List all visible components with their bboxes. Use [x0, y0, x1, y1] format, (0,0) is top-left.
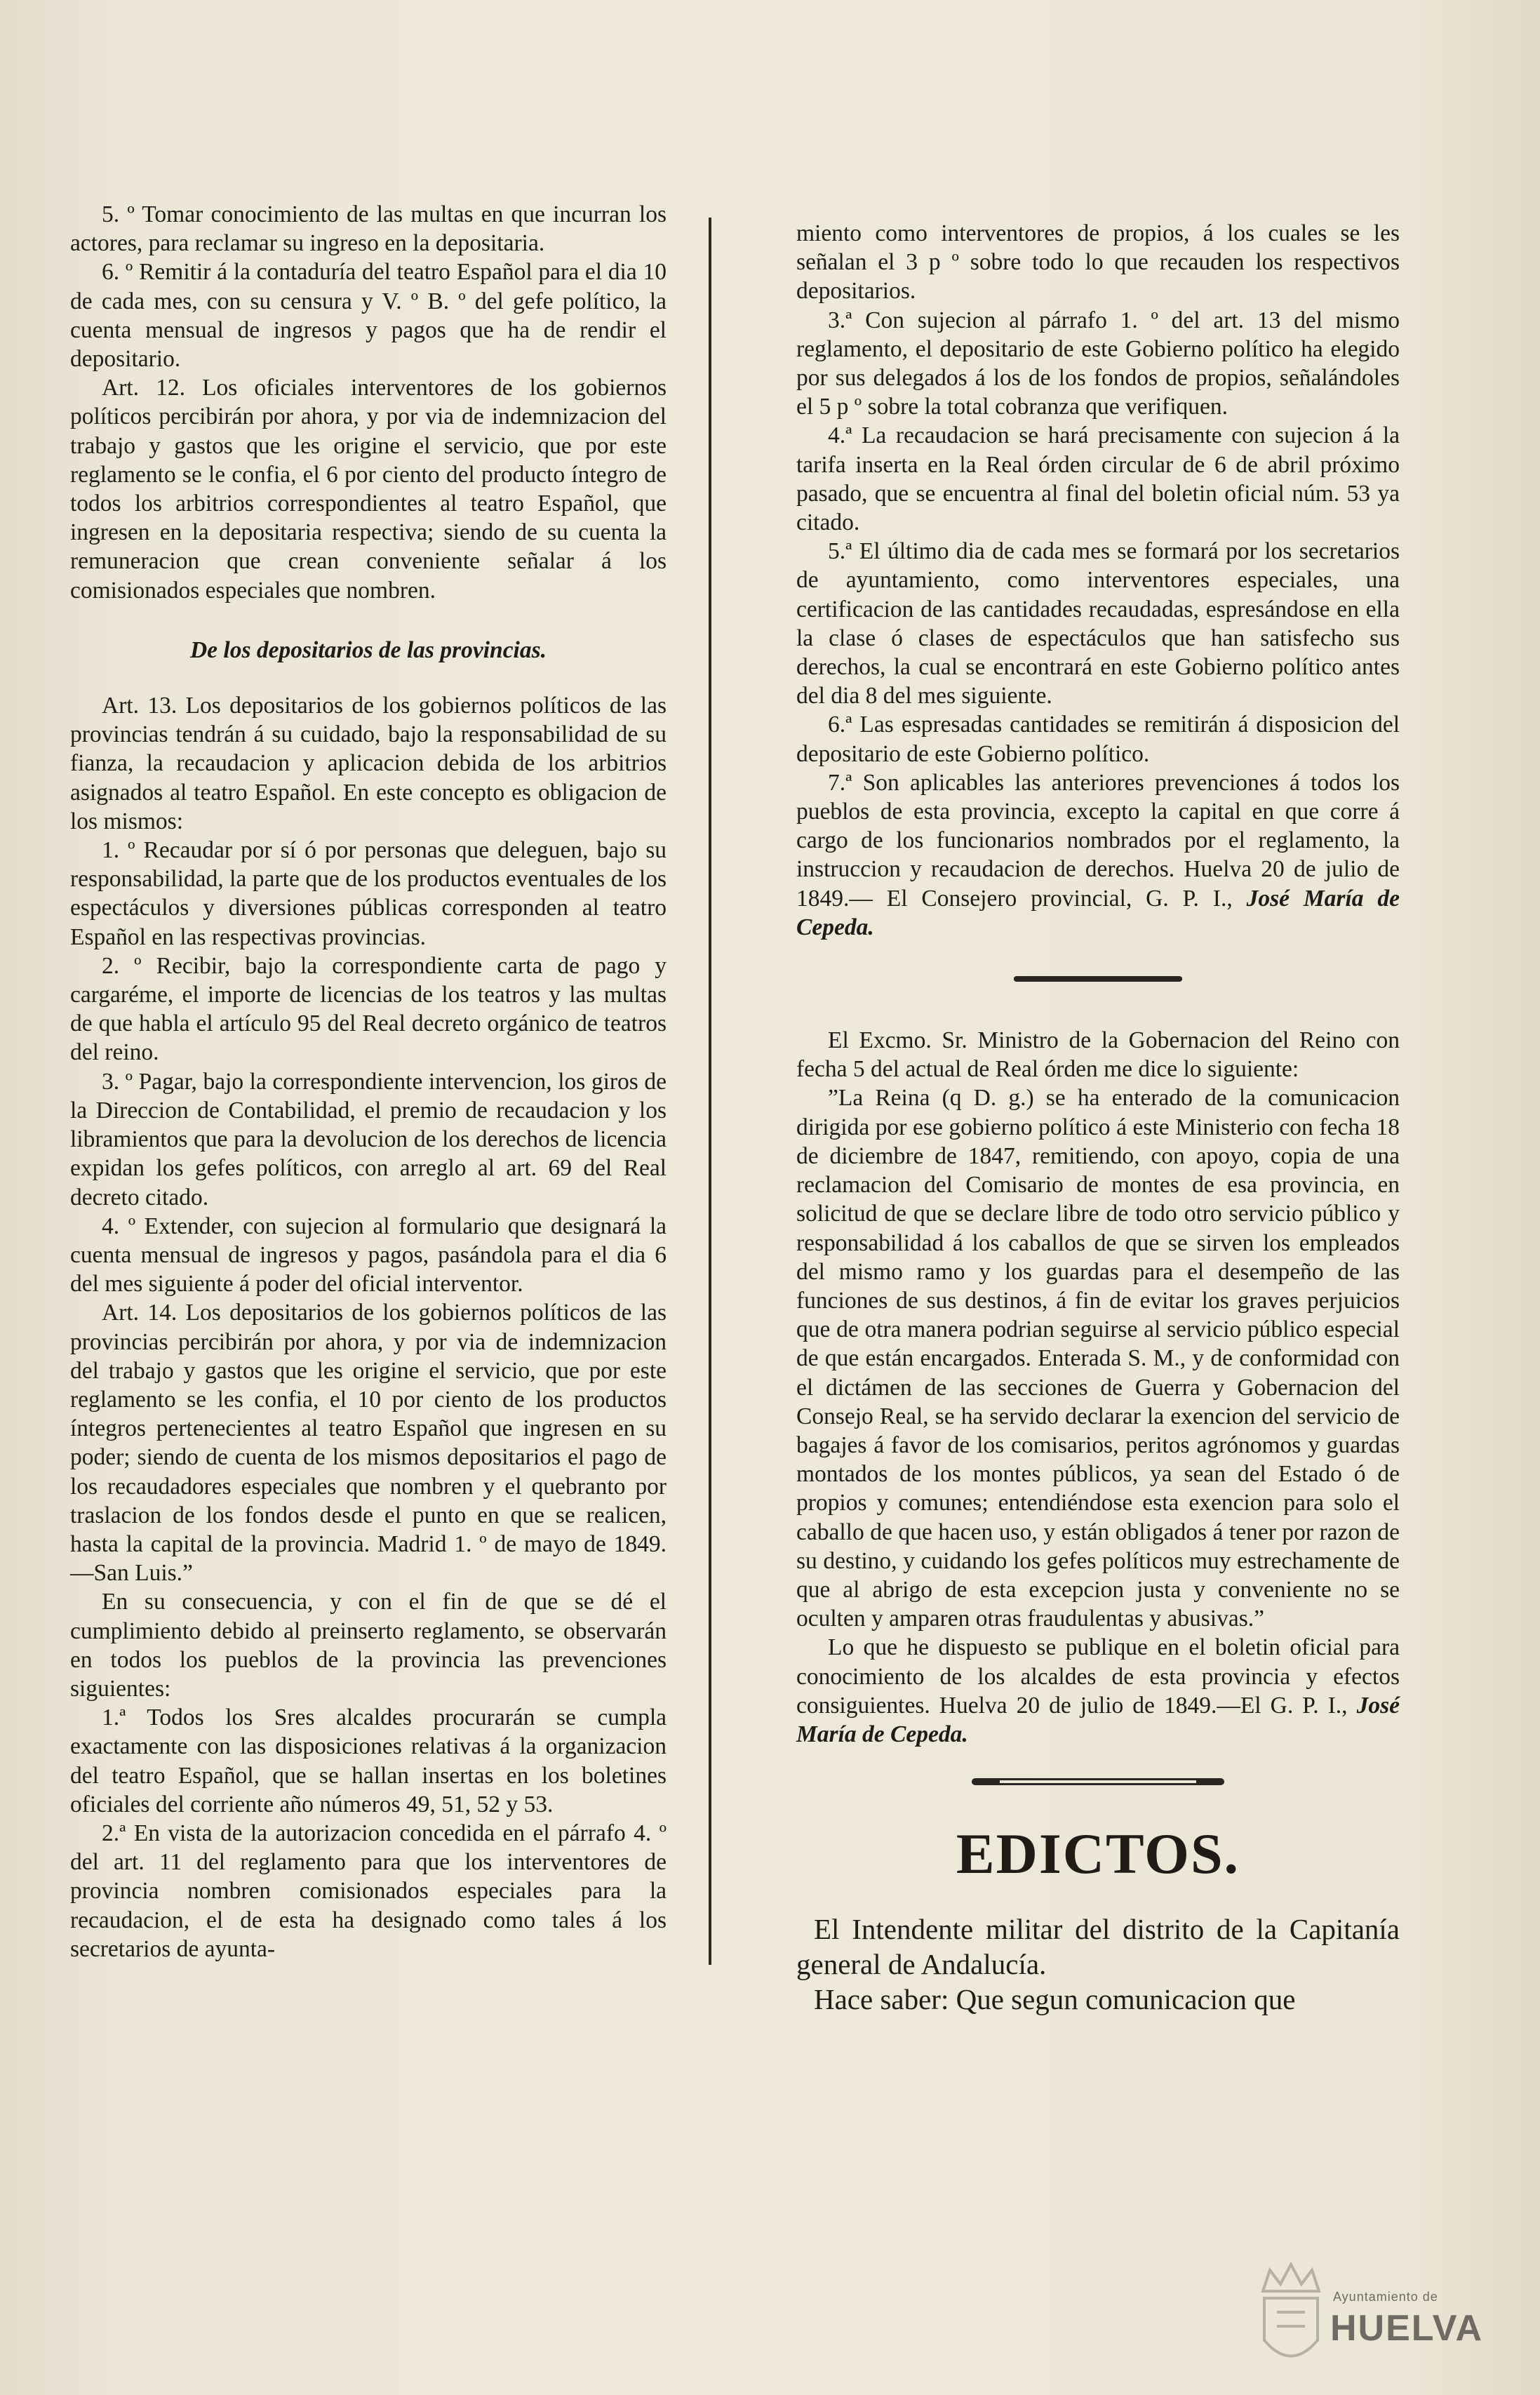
paragraph-text: 7.ª Son aplicables las anteriores prevenciones á todos los pueblos de esta provincia, excepto la capital en que corre á cargo de los funcionarios nombrados por el reglamento, la instruccion y recaudacion de derechos. Huelva 20 de julio de 1849.— El Consejero provincial, G. P. I.,: [796, 769, 1400, 912]
paragraph: [796, 768, 1400, 942]
section-heading: De los depositarios de las provincias.: [189, 636, 547, 663]
paragraph: El Intendente militar del distrito de la Capitanía general de Andalucía.: [796, 1913, 1400, 1981]
paragraph: Art. 14. Los depositarios de los gobiernos políticos de las provincias percibirán por ahora, y por via de indemnizacion del trabajo y gastos que les origine el servicio, que por este reglamento se les confia, el 10 por ciento de los productos íntegros pertenecientes al teatro Español que ingresen en su poder; siendo de cuenta de los mismos depositarios el pago de los recaudadores especiales que nombren y el quebranto por traslacion de los fondos desde el punto en que se realicen, hasta la capital de la provincia. Madrid 1. º de mayo de 1849.—San Luis.”: [70, 1300, 667, 1587]
paragraph: Art. 13. Los depositarios de los gobiernos políticos de las provincias tendrán á su cuidado, bajo la responsabilidad de su fianza, la recaudacion y aplicacion debida de los arbitrios asignados al teatro Español. En este concepto es obligacion de los mismos:: [70, 693, 667, 834]
paragraph: 3.ª Con sujecion al párrafo 1. º del art. 13 del mismo reglamento, el depositario de este Gobierno político ha elegido por sus delegados á los de los fondos de propios, señalándoles el 5 p º sobre la total cobranza que verifiquen.: [796, 307, 1400, 420]
watermark-line1: Ayuntamiento de: [1333, 2290, 1438, 2304]
paragraph: El Excmo. Sr. Ministro de la Gobernacion del Reino con fecha 5 del actual de Real órden me dice lo siguiente:: [796, 1027, 1400, 1083]
paragraph: 5. º Tomar conocimiento de las multas en que incurran los actores, para reclamar su ingreso en la depositaria.: [70, 201, 667, 257]
paragraph: [796, 1633, 1400, 1749]
paragraph: 6.ª Las espresadas cantidades se remitirán á disposicion del depositario de este Gobierno político.: [796, 712, 1400, 767]
column-divider: [709, 218, 711, 1965]
signature: José María de Cepeda.: [796, 1692, 1400, 1747]
signature: José María de Cepeda.: [796, 885, 1400, 940]
paragraph: 4. º Extender, con sujecion al formulario que designará la cuenta mensual de ingresos y pagos, pasándola para el dia 6 del mes siguiente á poder del oficial interventor.: [70, 1213, 667, 1297]
paragraph: 2. º Recibir, bajo la correspondiente carta de pago y cargaréme, el importe de licencias de los teatros y las multas de que habla el artículo 95 del Real decreto orgánico de teatros del reino.: [70, 952, 667, 1066]
paragraph: 1.ª Todos los Sres alcaldes procurarán se cumpla exactamente con las disposiciones relativas á la organizacion del teatro Español, que se hallan insertas en los boletines oficiales del corriente año números 49, 51, 52 y 53.: [70, 1704, 667, 1817]
paragraph-text: Lo que he dispuesto se publique en el boletin oficial para conocimiento de los alcaldes de esta provincia y efectos consiguientes. Huelva 20 de julio de 1849.—El G. P. I.,: [796, 1634, 1400, 1719]
ornament-divider-icon: [1014, 968, 1182, 989]
left-column: [70, 200, 667, 1963]
right-column: [796, 219, 1400, 2017]
paragraph: Hace saber: Que segun comunicacion que: [814, 1983, 1296, 2016]
paragraph: miento como interventores de propios, á los cuales se les señalan el 3 p º sobre todo lo que recauden los respectivos depositarios.: [796, 220, 1400, 305]
paragraph: 2.ª En vista de la autorizacion concedida en el párrafo 4. º del art. 11 del reglamento para que los interventores de provincia nombren comisionados especiales para la recaudacion, el de esta ha designado como tales á los secretarios de ayunta-: [70, 1820, 667, 1962]
paragraph: 4.ª La recaudacion se hará precisamente con sujecion á la tarifa inserta en la Real órden circular de 6 de abril próximo pasado, que se encuentra al final del boletin oficial núm. 53 ya citado.: [796, 422, 1400, 536]
paragraph: Art. 12. Los oficiales interventores de los gobiernos políticos percibirán por ahora, y por via de indemnizacion del trabajo y gastos que les origine el servicio, que por este reglamento se le confia, el 6 por ciento del producto íntegro de todos los arbitrios correspondientes al teatro Español, que ingresen en la depositaria respectiva; siendo de su cuenta la remuneracion que crean conveniente señalar á los comisionados especiales que nombren.: [70, 375, 667, 603]
paragraph: En su consecuencia, y con el fin de que se dé el cumplimiento debido al preinserto reglamento, se observarán en todos los pueblos de la provincia las prevenciones siguientes:: [70, 1589, 667, 1702]
ornament-divider-icon: [972, 1771, 1224, 1792]
watermark-line2: HUELVA: [1330, 2308, 1484, 2349]
paragraph: 5.ª El último dia de cada mes se formará por los secretarios de ayuntamiento, como interventores especiales, una certificacion de las cantidades recaudadas, espresándose en ella la clase ó clases de espectáculos que han satisfecho sus derechos, la cual se encontrará en este Gobierno político antes del dia 8 del mes siguiente.: [796, 538, 1400, 709]
paragraph: 1. º Recaudar por sí ó por personas que deleguen, bajo su responsabilidad, la parte que de los productos eventuales de los espectáculos y diversiones públicas corresponden al teatro Español en las respectivas provincias.: [70, 837, 667, 950]
paragraph: 3. º Pagar, bajo la correspondiente intervencion, los giros de la Direccion de Contabilidad, el premio de recaudacion y los libramientos que para la devolucion de los derechos de licencia expidan los gefes políticos, con arreglo al art. 69 del Real decreto citado.: [70, 1068, 667, 1210]
edict-body: [796, 1912, 1400, 2017]
paragraph: ”La Reina (q D. g.) se ha enterado de la comunicacion dirigida por ese gobierno político á este Ministerio con fecha 18 de diciembre de 1847, remitiendo, con apoyo, copia de una reclamacion del Comisario de montes de esa provincia, en solicitud de que se declare libre de todo otro servicio público y responsabilidad á los caballos de que se sirven los empleados del mismo ramo y los guardas para el desempeño de las funciones de sus destinos, á fin de evitar los graves perjuicios que de otra manera podrian seguirse al servicio público especial de que están encargados. Enterada S. M., y de conformidad con el dictámen de las secciones de Guerra y Gobernacion del Consejo Real, se ha servido declarar la exencion del servicio de bagajes á favor de los comisarios, peritos agrónomos y guardas montados de los montes públicos, ya sean del Estado ó de propios y comunes; entendiéndose esta exencion para solo el caballo de que hacen uso, y están obligados á tener por razon de su destino, y cuidando los gefes políticos muy estrechamente de que al abrigo de esta excepcion justa y conveniente no se oculten y amparen otras fraudulentas y abusivas.”: [796, 1085, 1400, 1632]
paragraph: 6. º Remitir á la contaduría del teatro Español para el dia 10 de cada mes, con su censura y V. º B. º del gefe político, la cuenta mensual de ingresos y pagos que ha de rendir el depositario.: [70, 259, 667, 373]
section-title-edictos: EDICTOS.: [956, 1822, 1240, 1886]
